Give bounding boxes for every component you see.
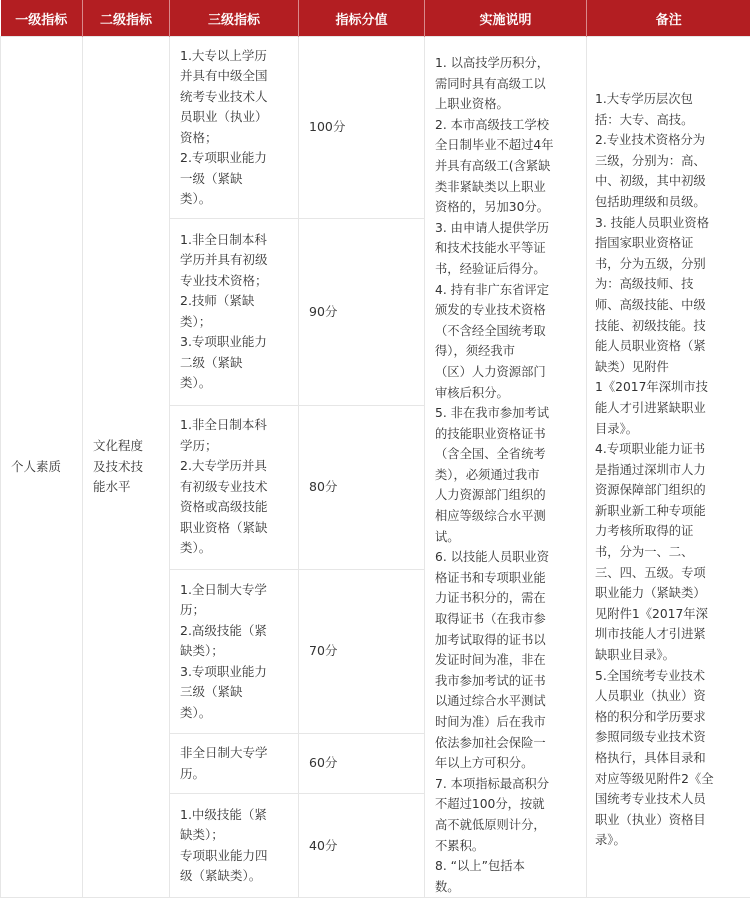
remarks-line: 力考核所取得的证	[595, 524, 694, 539]
level3-line: 三级（紧缺	[180, 684, 243, 700]
level3-line: 2.大专学历并具	[180, 458, 267, 474]
remarks-line: 包括助理级和员级。	[595, 194, 706, 209]
level2-cell	[83, 37, 170, 898]
implementation-line: 我市参加考试的证书	[435, 673, 546, 688]
remarks-cell	[587, 37, 750, 898]
remarks-line: 格的积分和学历要求	[595, 709, 706, 724]
remarks-line: 人员职业（执业）资	[595, 689, 706, 704]
level3-line: 1.全日制大专学	[180, 581, 267, 597]
implementation-line: 加考试取得的证书以	[435, 632, 546, 647]
level3-line: 1.非全日制本科	[180, 231, 267, 247]
level3-line: 学历；	[180, 437, 218, 453]
level3-line: 缺类）；	[180, 827, 224, 843]
level1-cell: 个人素质	[1, 37, 83, 898]
level2-line: 及技术技	[93, 458, 144, 474]
level3-line: 资格或高级技能	[180, 499, 268, 515]
level3-cell	[170, 405, 299, 569]
implementation-line: 的技能职业资格证书	[435, 426, 546, 441]
implementation-line: 4. 持有非广东省评定	[435, 282, 550, 297]
implementation-line: 相应等级综合水平测	[435, 509, 546, 524]
header-level3: 三级指标	[170, 0, 299, 37]
implementation-line: （不含经全国统考取	[435, 323, 546, 338]
implementation-line: 3. 由申请人提供学历	[435, 220, 550, 235]
level2-line: 能水平	[93, 479, 131, 495]
header-remarks: 备注	[587, 0, 750, 37]
level3-line: 类）。	[180, 375, 212, 391]
remarks-line: 中、初级，其中初级	[595, 174, 706, 189]
remarks-line: 缺类）见附件	[595, 359, 669, 374]
level3-line: 员职业（执业）	[180, 109, 268, 125]
level3-line: 专项职业能力四	[180, 847, 268, 863]
level3-line: 2.技师（紧缺	[180, 293, 255, 309]
remarks-line: 能人员职业资格（紧	[595, 339, 706, 354]
remarks-line: 4.专项职业能力证书	[595, 442, 706, 457]
remarks-line: 指国家职业资格证	[595, 236, 694, 251]
remarks-line: 书，分为五级，分别	[595, 256, 706, 271]
level3-line: 有初级专业技术	[180, 478, 268, 494]
remarks-line: 1《2017年深圳市技	[595, 380, 708, 395]
level3-line: 并具有中级全国	[180, 68, 268, 84]
level3-cell	[170, 219, 299, 405]
header-row	[1, 0, 750, 37]
implementation-line: 数。	[435, 879, 460, 894]
level3-line: 类）。	[180, 704, 212, 720]
remarks-line: 格执行，具体目录和	[595, 751, 706, 765]
implementation-line: （区）人力资源部门	[435, 364, 546, 379]
remarks-line: 2.专业技术资格分为	[595, 133, 706, 148]
remarks-line: 缺职业目录》。	[595, 648, 675, 663]
level3-line: 资格；	[180, 129, 218, 145]
level3-line: 3.专项职业能力	[180, 334, 267, 350]
implementation-line: 依法参加社会保险一	[435, 735, 546, 750]
level3-line: 1.大专以上学历	[180, 47, 267, 63]
remarks-line: 对应等级见附件2《全	[595, 771, 714, 786]
level3-line: 2.高级技能（紧	[180, 622, 267, 638]
implementation-line: 资格的，另加30分。	[435, 200, 550, 215]
implementation-line: 并具有高级工(含紧缺	[435, 158, 551, 173]
implementation-line: 5. 非在我市参加考试	[435, 406, 550, 421]
table-row	[1, 37, 750, 219]
remarks-line: 新职业新工种专项能	[595, 503, 706, 518]
level3-line: 学历并具有初级	[180, 252, 268, 268]
implementation-line: 6. 以技能人员职业资	[435, 550, 550, 565]
implementation-cell	[425, 37, 587, 898]
implementation-line: 时间为准）后在我市	[435, 715, 546, 729]
implementation-line: 年以上方可积分。	[435, 756, 534, 771]
level3-line: 非全日制大专学	[180, 745, 268, 761]
level3-line: 类）。	[180, 540, 212, 556]
remarks-line: 资源保障部门组织的	[595, 483, 706, 498]
remarks-line: 三级，分别为：高、	[595, 153, 706, 168]
level3-cell	[170, 569, 299, 733]
implementation-line: 高不就低原则计分，	[435, 817, 546, 832]
level3-line: 职业资格（紧缺	[180, 519, 268, 535]
remarks-line: 师、高级技能、中级	[595, 297, 706, 312]
implementation-line: 类），必须通过我市	[435, 467, 540, 482]
level3-line: 统考专业技术人	[180, 88, 268, 104]
implementation-line: 7. 本项指标最高积分	[435, 776, 550, 791]
remarks-line: 三、四、五级。专项	[595, 565, 706, 580]
level3-line: 3.专项职业能力	[180, 663, 267, 679]
score-cell: 70分	[299, 569, 425, 733]
implementation-line: 上职业资格。	[435, 97, 509, 112]
implementation-line: 力证书积分的，需在	[435, 591, 546, 606]
level3-cell	[170, 37, 299, 219]
score-cell: 90分	[299, 219, 425, 405]
level3-line: 历；	[180, 602, 206, 618]
remarks-line: 能人才引进紧缺职业	[595, 400, 706, 415]
score-cell: 40分	[299, 794, 425, 898]
implementation-line: （含全国、全省统考	[435, 447, 546, 462]
implementation-line: 审核后积分。	[435, 385, 509, 400]
remarks-line: 3. 技能人员职业资格	[595, 215, 710, 230]
implementation-line: 类非紧缺类以上职业	[435, 179, 546, 194]
header-implementation: 实施说明	[425, 0, 587, 37]
level3-line: 1.中级技能（紧	[180, 806, 267, 822]
score-cell: 60分	[299, 734, 425, 794]
remarks-line: 技能、初级技能。技	[595, 318, 706, 333]
header-level1: 一级指标	[1, 0, 83, 37]
implementation-line: 全日制毕业不超过4年	[435, 138, 554, 153]
implementation-line: 人力资源部门组织的	[435, 488, 546, 503]
remarks-line: 参照同级专业技术资	[595, 730, 706, 745]
header-score: 指标分值	[299, 0, 425, 37]
score-cell: 100分	[299, 37, 425, 219]
level3-line: 历。	[180, 765, 206, 781]
remarks-text	[595, 89, 742, 851]
implementation-line: 以通过综合水平测试	[435, 694, 546, 709]
implementation-line: 2. 本市高级技工学校	[435, 117, 550, 132]
implementation-line: 试。	[435, 529, 460, 544]
remarks-line: 目录》。	[595, 421, 639, 436]
level3-line: 二级（紧缺	[180, 354, 243, 370]
implementation-line: 格证书和专项职业能	[435, 570, 546, 585]
level3-line: 类）。	[180, 191, 212, 207]
implementation-line: 得），须经我市	[435, 344, 515, 359]
remarks-line: 见附件1《2017年深	[595, 606, 708, 621]
implementation-line: 不累积。	[435, 838, 485, 853]
implementation-line: 需同时具有高级工以	[435, 76, 546, 91]
implementation-text	[435, 53, 578, 897]
level3-line: 级（紧缺类）。	[180, 868, 262, 884]
level3-line: 1.非全日制本科	[180, 417, 267, 433]
level3-line: 缺类）；	[180, 643, 224, 659]
remarks-line: 职业（执业）资格目	[595, 812, 706, 827]
implementation-line: 取得证书（在我市参	[435, 612, 546, 627]
level3-line: 2.专项职业能力	[180, 150, 267, 166]
implementation-line: 书，经验证后得分。	[435, 261, 546, 276]
remarks-line: 5.全国统考专业技术	[595, 668, 706, 683]
level3-line: 一级（紧缺	[180, 170, 243, 186]
implementation-line: 不超过100分，按就	[435, 797, 545, 812]
remarks-line: 国统考专业技术人员	[595, 792, 706, 807]
implementation-line: 发证时间为准，非在	[435, 653, 546, 668]
level3-line: 专业技术资格；	[180, 272, 268, 288]
level3-cell	[170, 734, 299, 794]
implementation-line: 8. “以上”包括本	[435, 859, 525, 874]
remarks-line: 括：大专、高技。	[595, 112, 694, 127]
remarks-line: 职业能力（紧缺类）	[595, 586, 706, 601]
implementation-line: 颁发的专业技术资格	[435, 303, 546, 318]
level3-cell	[170, 794, 299, 898]
remarks-line: 1.大专学历层次包	[595, 92, 693, 106]
remarks-line: 圳市技能人才引进紧	[595, 627, 706, 642]
level2-line: 文化程度	[93, 438, 144, 454]
score-cell: 80分	[299, 405, 425, 569]
remarks-line: 录》。	[595, 833, 626, 848]
remarks-line: 为：高级技师、技	[595, 277, 694, 292]
remarks-line: 是指通过深圳市人力	[595, 462, 706, 477]
implementation-line: 和技术技能水平等证	[435, 241, 546, 256]
remarks-line: 书，分为一、二、	[595, 545, 694, 560]
header-level2: 二级指标	[83, 0, 170, 37]
implementation-line: 1. 以高技学历积分，	[435, 56, 550, 70]
level3-line: 类）；	[180, 313, 212, 329]
